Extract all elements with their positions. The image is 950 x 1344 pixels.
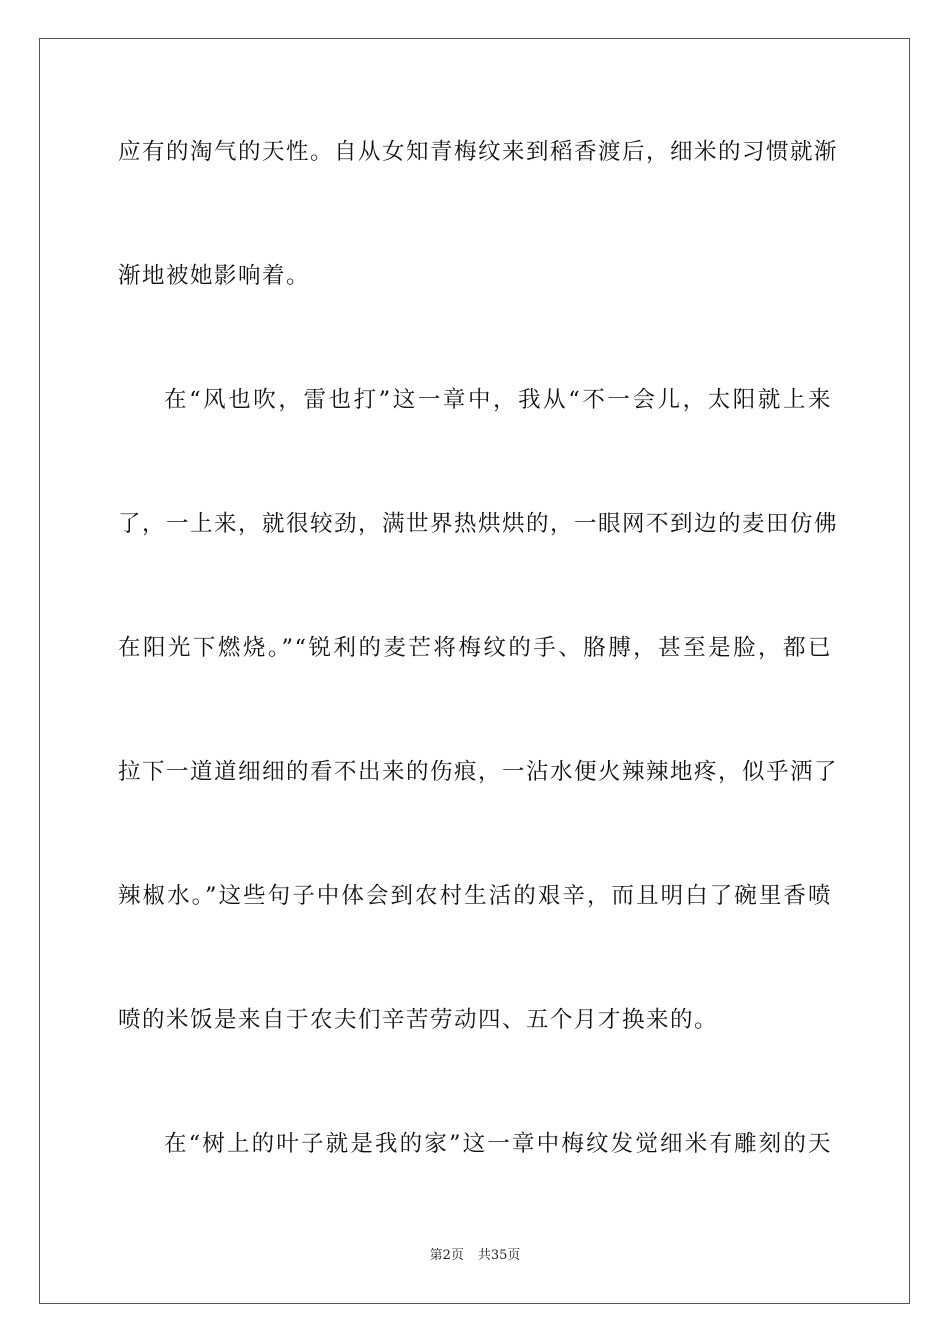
paragraph-line-1: 应有的淘气的天性。自从女知青梅纹来到稻香渡后，细米的习惯就渐 [118, 139, 839, 165]
paragraph-line-7: 辣椒水。”这些句子中体会到农村生活的艰辛，而且明白了碗里香喷 [118, 883, 832, 909]
paragraph-line-8: 喷的米饭是来自于农夫们辛苦劳动四、五个月才换来的。 [118, 1007, 719, 1033]
paragraph-line-5: 在阳光下燃烧。”“锐利的麦芒将梅纹的手、胳膊，甚至是脸，都已 [118, 635, 832, 661]
paragraph-line-3: 在“风也吹，雷也打”这一章中，我从“不一会儿，太阳就上来 [164, 387, 832, 413]
page-border [39, 38, 910, 1304]
page-footer [0, 1247, 950, 1265]
paragraph-line-9: 在“树上的叶子就是我的家”这一章中梅纹发觉细米有雕刻的天 [164, 1131, 832, 1157]
paragraph-line-2: 渐地被她影响着。 [118, 263, 311, 289]
total-pages: 共35页 [477, 1248, 521, 1263]
paragraph-line-4: 了，一上来，就很较劲，满世界热烘烘的，一眼网不到边的麦田仿佛 [118, 511, 839, 537]
page-number: 第2页 [429, 1248, 464, 1263]
paragraph-line-6: 拉下一道道细细的看不出来的伤痕，一沾水便火辣辣地疼，似乎洒了 [118, 759, 839, 785]
